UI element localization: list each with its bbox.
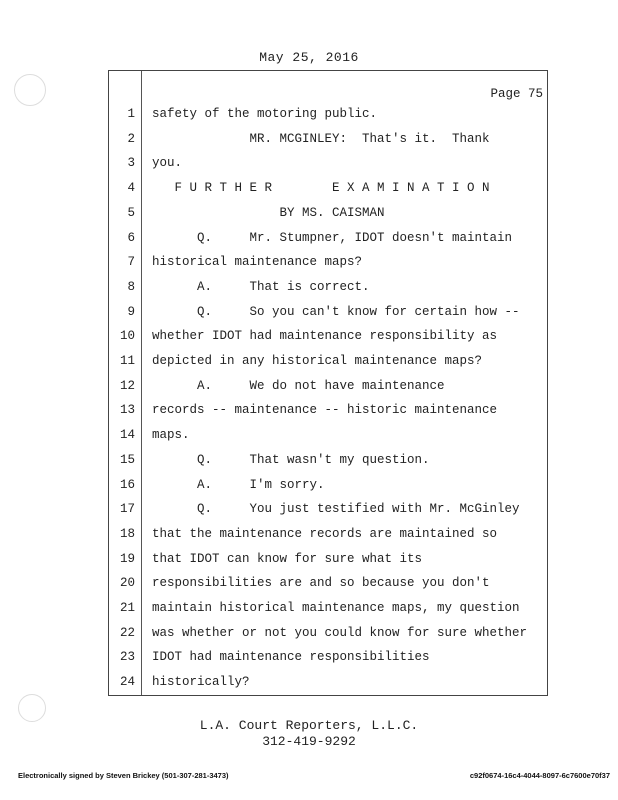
transcript-line-text: A. I'm sorry. xyxy=(152,478,325,492)
line-number: 24 xyxy=(119,675,135,689)
transcript-line-text: A. That is correct. xyxy=(152,280,370,294)
line-number: 1 xyxy=(127,107,135,121)
transcript-line-text: records -- maintenance -- historic maintenance xyxy=(152,403,498,417)
transcript-line-text: that the maintenance records are maintained so xyxy=(152,527,498,541)
line-number: 23 xyxy=(119,650,135,664)
line-number: 2 xyxy=(127,132,135,146)
line-number-divider xyxy=(141,71,142,695)
transcript-line-text: depicted in any historical maintenance maps? xyxy=(152,354,483,368)
line-number: 5 xyxy=(127,206,135,220)
transcript-date: May 25, 2016 xyxy=(259,50,359,65)
transcript-line-text: historical maintenance maps? xyxy=(152,255,363,269)
page-number: Page 75 xyxy=(490,87,543,101)
transcript-line-text: that IDOT can know for sure what its xyxy=(152,552,423,566)
line-number: 15 xyxy=(119,453,135,467)
line-number: 4 xyxy=(127,181,135,195)
line-number: 14 xyxy=(119,428,135,442)
transcript-line-text: historically? xyxy=(152,675,250,689)
transcript-line-text: Q. Mr. Stumpner, IDOT doesn't maintain xyxy=(152,231,513,245)
transcript-line-text: A. We do not have maintenance xyxy=(152,379,445,393)
line-number: 13 xyxy=(119,403,135,417)
transcript-line-text: MR. MCGINLEY: That's it. Thank xyxy=(152,132,490,146)
transcript-line-text: maps. xyxy=(152,428,190,442)
line-number: 9 xyxy=(127,305,135,319)
transcript-line-text: BY MS. CAISMAN xyxy=(152,206,385,220)
line-number: 19 xyxy=(119,552,135,566)
document-id: c92f0674-16c4-4044-8097-6c7600e70f37 xyxy=(469,771,610,780)
transcript-line-text: Q. That wasn't my question. xyxy=(152,453,430,467)
line-number: 22 xyxy=(119,626,135,640)
transcript-line-text: F U R T H E R E X A M I N A T I O N xyxy=(152,181,490,195)
transcript-line-text: you. xyxy=(152,156,183,170)
transcript-line-text: whether IDOT had maintenance responsibility as xyxy=(152,329,498,343)
line-number: 12 xyxy=(119,379,135,393)
transcript-line-text: Q. So you can't know for certain how -- xyxy=(152,305,520,319)
line-number: 8 xyxy=(127,280,135,294)
court-reporter-phone: 312-419-9292 xyxy=(262,734,356,749)
line-number: 11 xyxy=(119,354,135,368)
line-number: 7 xyxy=(127,255,135,269)
transcript-line-text: IDOT had maintenance responsibilities xyxy=(152,650,430,664)
transcript-line-text: was whether or not you could know for sure whether xyxy=(152,626,528,640)
transcript-line-text: maintain historical maintenance maps, my question xyxy=(152,601,520,615)
line-number: 17 xyxy=(119,502,135,516)
punch-hole-mark xyxy=(14,74,46,106)
line-number: 20 xyxy=(119,576,135,590)
line-number: 18 xyxy=(119,527,135,541)
line-number: 21 xyxy=(119,601,135,615)
line-number: 10 xyxy=(119,329,135,343)
line-number: 6 xyxy=(127,231,135,245)
court-reporter-firm: L.A. Court Reporters, L.L.C. xyxy=(199,718,419,733)
transcript-line-text: safety of the motoring public. xyxy=(152,107,378,121)
line-number: 3 xyxy=(127,156,135,170)
line-number: 16 xyxy=(119,478,135,492)
transcript-line-text: Q. You just testified with Mr. McGinley xyxy=(152,502,520,516)
electronic-signature: Electronically signed by Steven Brickey (501-307-281-3473) xyxy=(18,771,229,780)
transcript-line-text: responsibilities are and so because you don't xyxy=(152,576,490,590)
